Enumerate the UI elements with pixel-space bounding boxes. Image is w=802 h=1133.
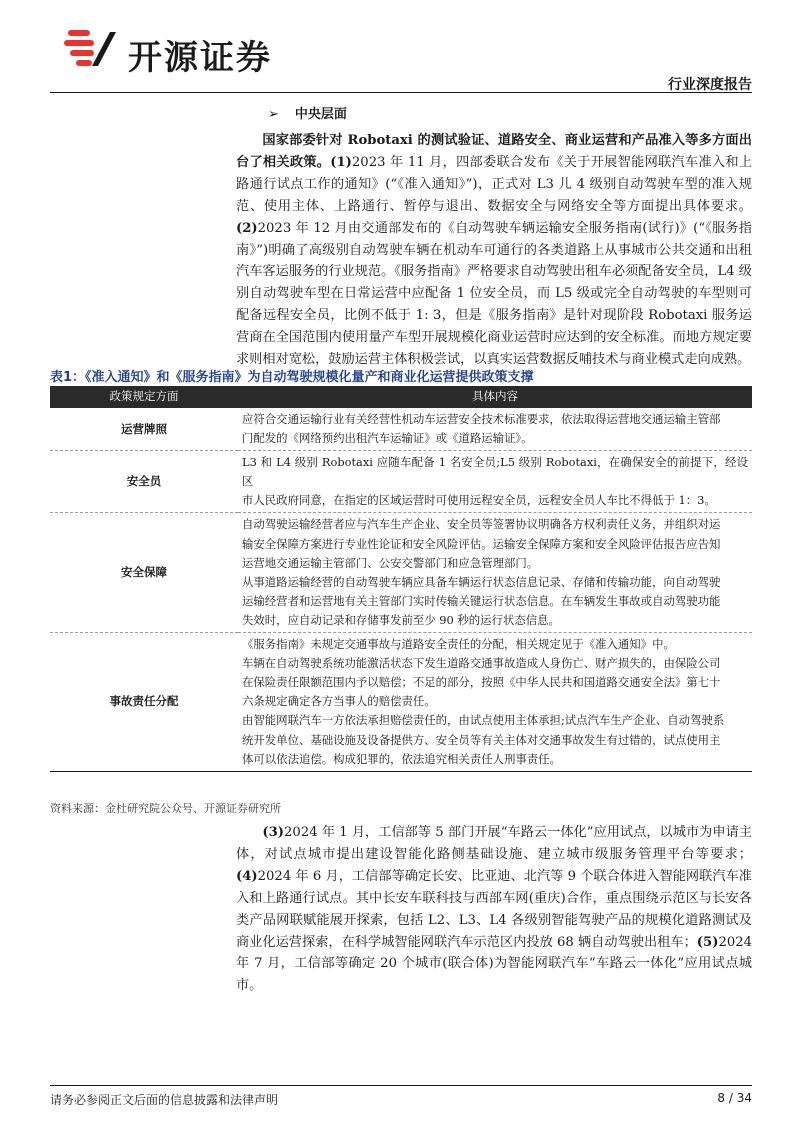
table-row bbox=[50, 633, 752, 772]
content-line: 市人民政府同意，在指定的区域运营时可使用远程安全员，远程安全员人车比不得低于 1：3。 bbox=[242, 493, 716, 508]
content-line: L3 和 L4 级别 Robotaxi 应随车配备 1 名安全员;L5 级别 Robotaxi，在确保安全的前提下，经设区 bbox=[242, 455, 748, 489]
content-line: 在保险责任限额范围内予以赔偿；不足的部分，按照《中华人民共和国道路交通安全法》第七十 bbox=[242, 675, 721, 690]
arrow-right-icon: ➢ bbox=[268, 107, 279, 122]
brand-mark-icon bbox=[62, 26, 118, 72]
row-content bbox=[238, 633, 752, 772]
content-line: 从事道路运输经营的自动驾驶车辆应具备车辆运行状态信息记录、存储和传输功能，向自动驾驶 bbox=[242, 574, 721, 589]
content-line: 应符合交通运输行业有关经营性机动车运营安全技术标准要求，依法取得运营地交通运输主管部 bbox=[242, 412, 721, 426]
item-number-5: (5) bbox=[696, 934, 719, 950]
body-paragraph-1 bbox=[236, 130, 752, 371]
body-paragraph-2 bbox=[236, 822, 752, 997]
content-line: 自动驾驶运输经营者应与汽车生产企业、安全员等签署协议明确各方权利责任义务，并组织对运 bbox=[242, 517, 721, 532]
table-title: 表1：《准入通知》和《服务指南》为自动驾驶规模化量产和商业化运营提供政策支撑 bbox=[50, 370, 534, 385]
content-line: 失效时，应自动记录和存储事发前至少 90 秒的运行状态信息。 bbox=[242, 612, 560, 627]
item-number-1: (1) bbox=[330, 154, 352, 170]
section-heading bbox=[268, 103, 347, 122]
section-heading-text: 中央层面 bbox=[294, 107, 347, 122]
item-text-5: 2024 年 7 月，工信部等确定 20 个城市(联合体)为智能网联汽车“车路云一体化”应用试点城市。 bbox=[236, 934, 752, 994]
row-aspect: 安全员 bbox=[50, 451, 238, 513]
policy-table bbox=[50, 386, 752, 772]
paragraph-lead: 国家部委针对 Robotaxi 的测试验证、道路安全、商业运营和产品准入等多方面出台了相关政策。 bbox=[236, 133, 752, 170]
content-line: 运营地交通运输主管部门、公安交警部门和应急管理部门。 bbox=[242, 555, 539, 570]
column-header-content: 具体内容 bbox=[238, 386, 752, 408]
header-divider bbox=[50, 92, 752, 93]
row-aspect: 安全保障 bbox=[50, 513, 238, 633]
content-line: 体可以依法追偿。构成犯罪的，依法追究相关责任人刑事责任。 bbox=[242, 751, 561, 766]
row-content bbox=[238, 408, 752, 451]
source-note: 资料来源：金杜研究院公众号、开源证券研究所 bbox=[50, 802, 281, 815]
item-number-4: (4) bbox=[236, 868, 258, 884]
content-line: 统开发单位、基础设施及设备提供方、安全员等有关主体对交通事故发生有过错的，试点使用主 bbox=[242, 732, 721, 747]
item-number-2: (2) bbox=[236, 220, 258, 236]
page-number: 8 / 34 bbox=[717, 1091, 752, 1105]
row-content bbox=[238, 451, 752, 513]
table-row bbox=[50, 408, 752, 451]
content-line: 车辆在自动驾驶系统功能激活状态下发生道路交通事故造成人身伤亡、财产损失的，由保险公司 bbox=[242, 656, 721, 671]
item-text-4: 2024 年 6 月，工信部等确定长安、比亚迪、北汽等 9 个联合体进入智能网联汽车准入和上路通行试点。其中长安车联科技与西部车网(重庆)合作，重点围绕示范区与长安各类产品网联赋能展开探索，包括 L2、L3、L4 各级别智能驾驶产品的规模化道路测试及商业化运营探索，在科学城智能网联汽车示范区内投放 68 辆自动驾驶出租车； bbox=[236, 868, 752, 950]
table-row bbox=[50, 513, 752, 633]
item-number-3: (3) bbox=[262, 825, 285, 840]
table-row bbox=[50, 451, 752, 513]
report-type: 行业深度报告 bbox=[668, 77, 752, 93]
table-header-row bbox=[50, 386, 752, 408]
row-aspect: 运营牌照 bbox=[50, 408, 238, 451]
brand-logo bbox=[62, 26, 322, 78]
content-line: 六条规定确定各方当事人的赔偿责任。 bbox=[242, 694, 436, 709]
item-text-1: 2023 年 11 月，四部委联合发布《关于开展智能网联汽车准入和上路通行试点工作的通知》(“《准入通知》”)，正式对 L3 儿 4 级别自动驾驶车型的准入规范、使用主体、上路通行、暂停与退出、数据安全与网络安全等方面提出具体要求。 bbox=[236, 154, 753, 214]
footer-divider bbox=[50, 1085, 752, 1086]
row-content bbox=[238, 513, 752, 633]
content-line: 输安全保障方案进行专业性论证和安全风险评估。运输安全保障方案和安全风险评估报告应告知 bbox=[242, 536, 721, 551]
item-text-3: 2024 年 1 月，工信部等 5 部门开展“车路云一体化”应用试点，以城市为申请主体，对试点城市提出建设智能化路侧基础设施、建立城市级服务管理平台等要求； bbox=[236, 825, 752, 862]
content-line: 门配发的《网络预约出租汽车运输证》或《道路运输证》。 bbox=[242, 431, 533, 446]
content-line: 《服务指南》未规定交通事故与道路安全责任的分配，相关规定见于《准入通知》中。 bbox=[242, 637, 675, 652]
brand-name: 开源证券 bbox=[128, 38, 272, 78]
item-text-2: 2023 年 12 月由交通部发布的《自动驾驶车辆运输安全服务指南(试行)》(“《服务指南》”)明确了高级别自动驾驶车辆在机动车可通行的各类道路上从事城市公共交通和出租汽车客运服务的行业规范。《服务指南》严格要求自动驾驶出租车必须配备安全员，L4 级别自动驾驶车型在日常运营中应配备 1 位安全员，而 L5 级或完全自动驾驶的车型则可配备远程安全员，比例不低于 1: 3，但是《服务指南》是针对现阶段 Robotaxi 服务运营商在全国范围内使用量产车型开展规模化商业运营时应达到的安全标准。而地方规定要求则相对宽松，鼓励运营主体积极尝试，以真实运营数据反哺技术与商业模式走向成熟。 bbox=[236, 220, 752, 368]
row-aspect: 事故责任分配 bbox=[50, 633, 238, 772]
content-line: 运输经营者和运营地有关主管部门实时传输关键运行状态信息。在车辆发生事故或自动驾驶功能 bbox=[242, 593, 721, 608]
footer-disclaimer: 请务必参阅正文后面的信息披露和法律声明 bbox=[50, 1093, 279, 1107]
content-line: 由智能网联汽车一方依法承担赔偿责任的，由试点使用主体承担;试点汽车生产企业、自动驾驶系 bbox=[242, 713, 725, 728]
column-header-aspect: 政策规定方面 bbox=[50, 386, 238, 408]
